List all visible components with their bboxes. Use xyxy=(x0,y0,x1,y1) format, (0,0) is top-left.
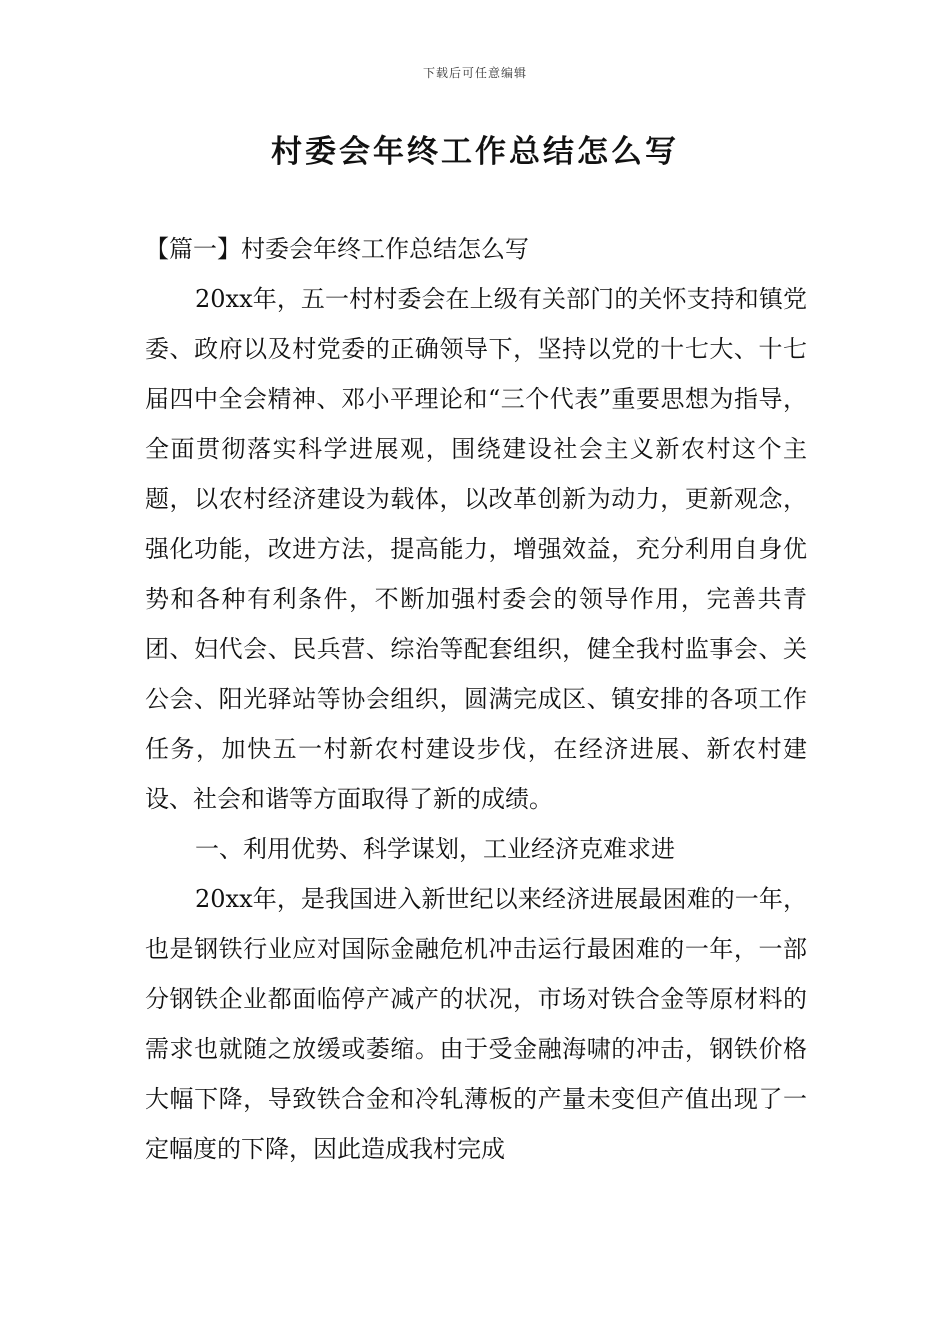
paragraph-intro: 20xx年，五一村村委会在上级有关部门的关怀支持和镇党委、政府以及村党委的正确领导下，坚持以党的十七大、十七届四中全会精神、邓小平理论和“三个代表”重要思想为指导，全面贯彻落实科学进展观，围绕建设社会主义新农村这个主题，以农村经济建设为载体，以改革创新为动力，更新观念，强化功能，改进方法，提高能力，增强效益，充分利用自身优势和各种有利条件，不断加强村委会的领导作用，完善共青团、妇代会、民兵营、综治等配套组织，健全我村监事会、关公会、阳光驿站等协会组织，圆满完成区、镇安排的各项工作任务，加快五一村新农村建设步伐，在经济进展、新农村建设、社会和谐等方面取得了新的成绩。 xyxy=(145,285,807,813)
document-body xyxy=(145,224,807,1174)
document-title: 村委会年终工作总结怎么写 xyxy=(271,134,679,170)
section-heading: 【篇一】村委会年终工作总结怎么写 xyxy=(145,235,529,263)
page-header-note: 下载后可任意编辑 xyxy=(422,66,527,80)
paragraph-economy: 20xx年，是我国进入新世纪以来经济进展最困难的一年，也是钢铁行业应对国际金融危机冲击运行最困难的一年，一部分钢铁企业都面临停产减产的状况，市场对铁合金等原材料的需求也就随之放缓或萎缩。由于受金融海啸的冲击，钢铁价格大幅下降，导致铁合金和冷轧薄板的产量未变但产值出现了一定幅度的下降，因此造成我村完成 xyxy=(145,885,807,1163)
subsection-heading: 一、利用优势、科学谋划，工业经济克难求进 xyxy=(195,835,675,863)
